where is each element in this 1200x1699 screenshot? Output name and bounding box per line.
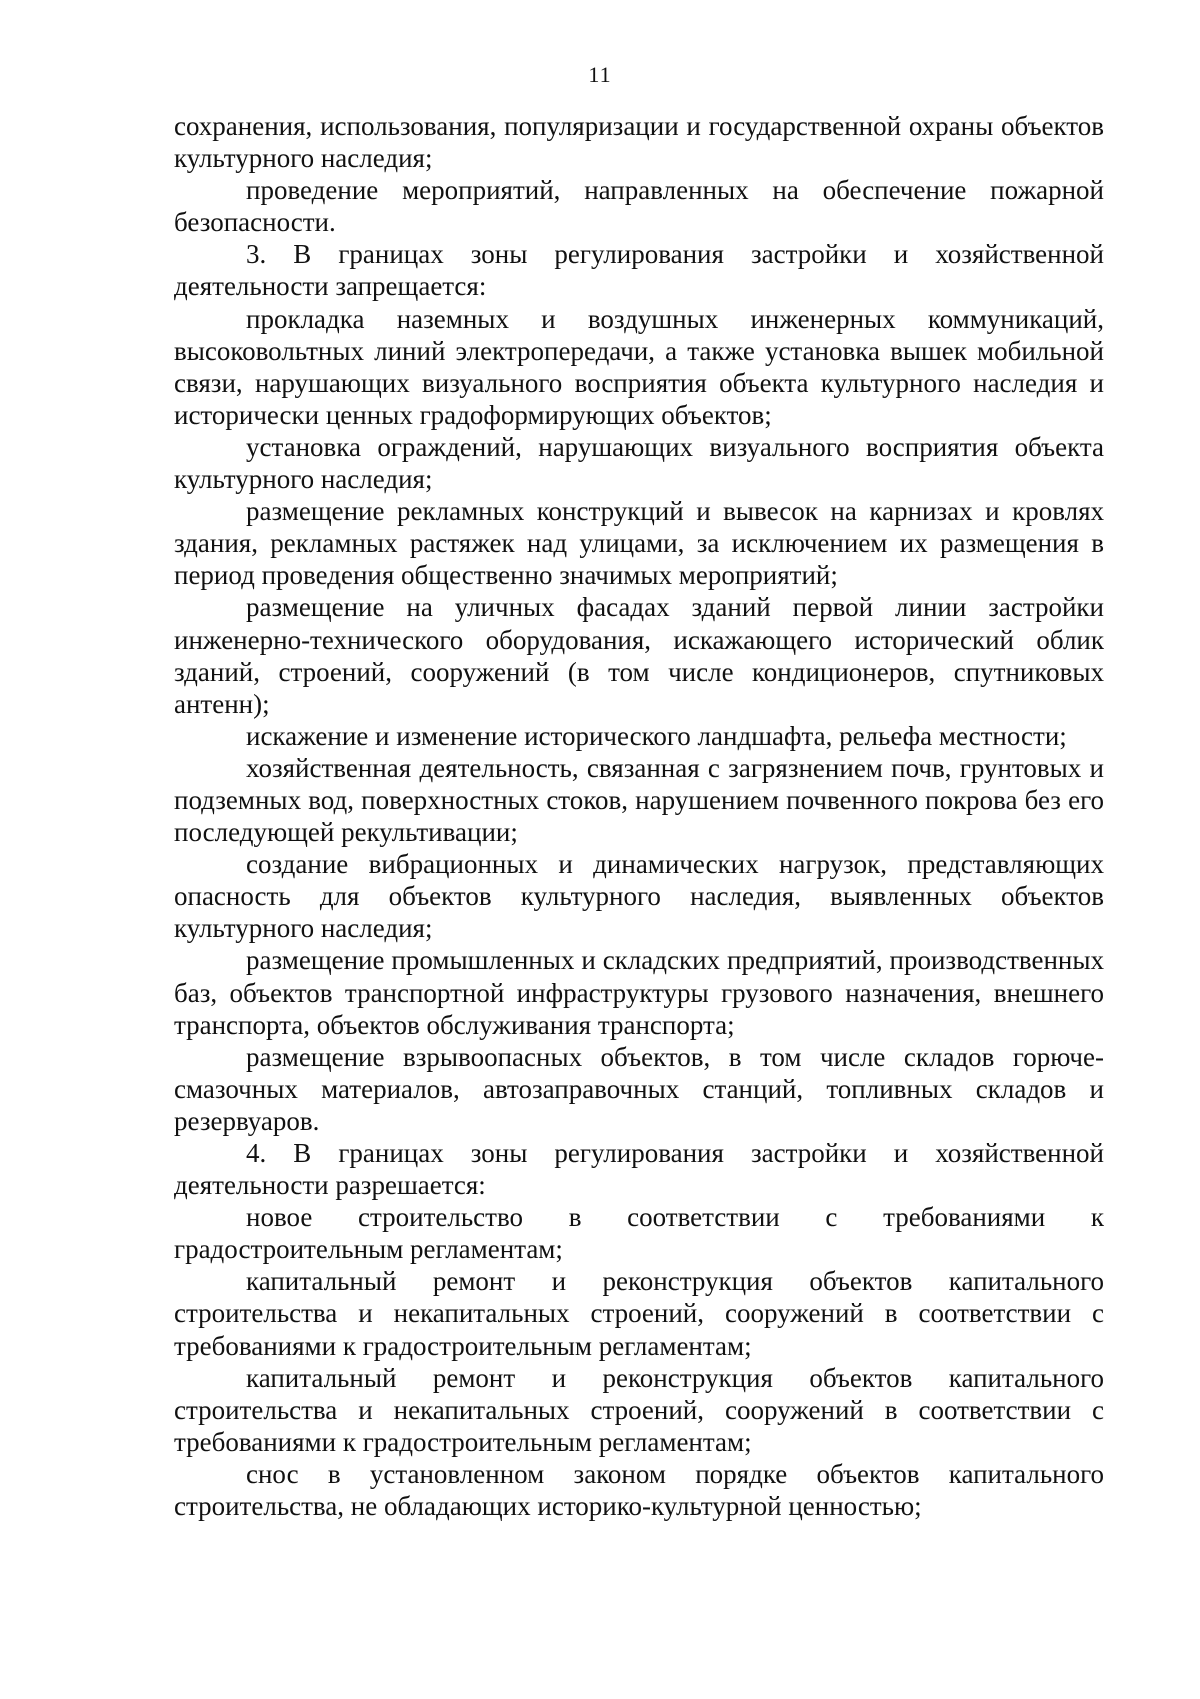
paragraph: размещение взрывоопасных объектов, в том числе складов горюче-смазочных материалов, автозаправочных станций, топливных складов и резервуаров. [174,1041,1104,1136]
paragraph: размещение промышленных и складских предприятий, производственных баз, объектов транспортной инфраструктуры грузового назначения, внешнего транспорта, объектов обслуживания транспорта; [174,945,1104,1040]
paragraph: установка ограждений, нарушающих визуального восприятия объекта культурного наследия; [174,431,1104,495]
paragraph: создание вибрационных и динамических нагрузок, представляющих опасность для объектов культурного наследия, выявленных объектов культурного наследия; [174,849,1104,944]
section-4-heading: 4. В границах зоны регулирования застройки и хозяйственной деятельности разрешается: [174,1138,1104,1201]
paragraph: капитальный ремонт и реконструкция объектов капитального строительства и некапитальных строений, сооружений в соответствии с требованиями к градостроительным регламентам; [174,1266,1104,1361]
paragraph: снос в установленном законом порядке объектов капитального строительства, не обладающих историко-культурной ценностью; [174,1458,1104,1522]
document-body [174,110,1104,1522]
paragraph: размещение на уличных фасадах зданий первой линии застройки инженерно-технического оборудования, искажающего исторический облик зданий, строений, сооружений (в том числе кондиционеров, спутниковых антенн); [174,592,1104,719]
paragraph: прокладка наземных и воздушных инженерных коммуникаций, высоковольтных линий электропередачи, а также установка вышек мобильной связи, нарушающих визуального восприятия объекта культурного наследия и исторически ценных градоформирующих объектов; [174,303,1104,430]
paragraph: проведение мероприятий, направленных на обеспечение пожарной безопасности. [174,175,1104,238]
paragraph: размещение рекламных конструкций и вывесок на карнизах и кровлях здания, рекламных растяжек над улицами, за исключением их размещения в период проведения общественно значимых мероприятий; [174,496,1104,591]
page-number: 11 [588,62,612,87]
paragraph: капитальный ремонт и реконструкция объектов капитального строительства и некапитальных строений, сооружений в соответствии с требованиями к градостроительным регламентам; [174,1362,1104,1457]
section-3-heading: 3. В границах зоны регулирования застройки и хозяйственной деятельности запрещается: [174,239,1104,302]
paragraph: искажение и изменение исторического ландшафта, рельефа местности; [246,720,1067,751]
paragraph: сохранения, использования, популяризации и государственной охраны объектов культурного наследия; [174,111,1104,174]
paragraph: новое строительство в соответствии с требованиями к градостроительным регламентам; [174,1202,1104,1265]
paragraph: хозяйственная деятельность, связанная с загрязнением почв, грунтовых и подземных вод, поверхностных стоков, нарушением почвенного покрова без его последующей рекультивации; [174,752,1104,848]
